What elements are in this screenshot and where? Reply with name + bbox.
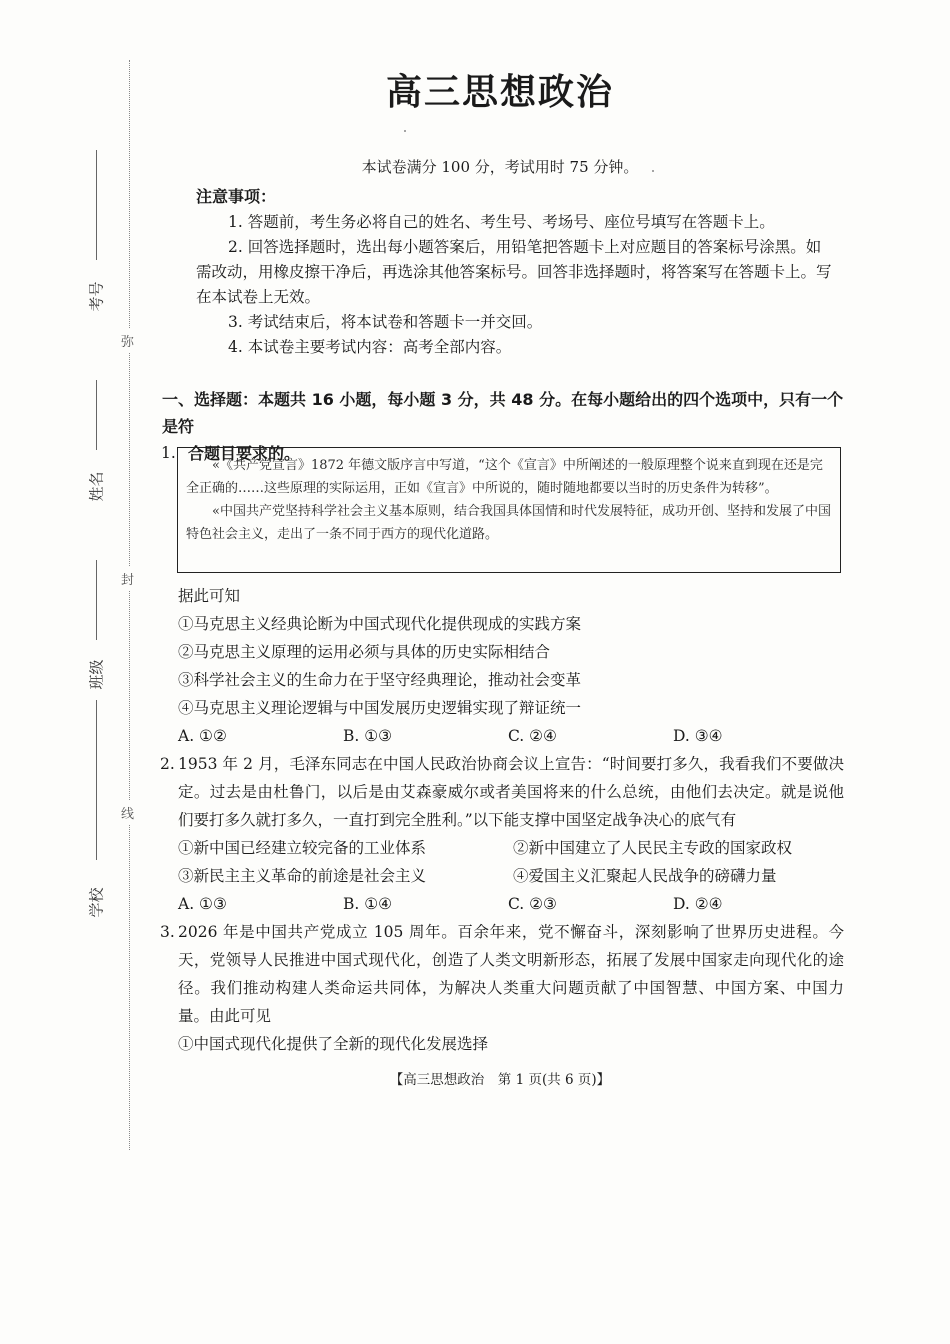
- q2-statement: ④爱国主义汇聚起人民战争的磅礴力量: [513, 867, 777, 885]
- option-a[interactable]: A. ①③: [178, 895, 227, 913]
- section-heading-line2: 合题目要求的。: [188, 444, 301, 463]
- notice-item: 3. 考试结束后，将本试卷和答题卡一并交回。: [228, 313, 543, 331]
- xuexiao-write-line: [96, 700, 97, 860]
- kaohao-label: 考号: [87, 281, 106, 312]
- option-d[interactable]: D. ③④: [673, 727, 723, 745]
- option-d[interactable]: D. ②④: [673, 895, 723, 913]
- scan-speck: [404, 130, 406, 132]
- notice-item: 1. 答题前，考生务必将自己的姓名、考生号、考场号、座位号填写在答题卡上。: [228, 213, 775, 231]
- binding-dotted-line: [129, 60, 130, 1150]
- section-heading-line1: 一、选择题：本题共 16 小题，每小题 3 分，共 48 分。在每小题给出的四个选项中，只有一个是符: [162, 390, 844, 436]
- q1-options: [178, 722, 778, 750]
- q1-material-1: «《共产党宣言》1872 年德文版序言中写道，“这个《宣言》中所阐述的一般原理整个说来直到现在还是完全正确的……这些原理的实际运用，正如《宣言》中所说的，随时随地都要以当时的历史条件为转移”。: [186, 458, 823, 496]
- q1-statement: ④马克思主义理论逻辑与中国发展历史逻辑实现了辩证统一: [178, 699, 582, 717]
- q1-statement: ②马克思主义原理的运用必须与具体的历史实际相结合: [178, 643, 551, 661]
- banji-label: 班级: [87, 659, 106, 690]
- notice-item: 2. 回答选择题时，选出每小题答案后，用铅笔把答题卡上对应题目的答案标号涂黑。如需改动，用橡皮擦干净后，再选涂其他答案标号。回答非选择题时，将答案写在答题卡上。写在本试卷上无效。: [196, 238, 832, 306]
- question-number: 2.: [160, 755, 175, 773]
- exam-info: 本试卷满分 100 分，考试用时 75 分钟。: [361, 158, 639, 176]
- q3-stem: 2026 年是中国共产党成立 105 周年。百余年来，党不懈奋斗，深刻影响了世界历史进程。今天，党领导人民推进中国式现代化，创造了人类文明新形态，拓展了发展中国家走向现代化的途径。我们推动构建人类命运共同体，为解决人类重大问题贡献了中国智慧、中国方案、中国力量。由此可见: [178, 923, 844, 1025]
- q2-statement: ②新中国建立了人民民主专政的国家政权: [513, 839, 793, 857]
- q3-body: [160, 918, 844, 1058]
- page-title: 高三思想政治: [385, 72, 614, 113]
- q2-statements-row1: [178, 834, 848, 862]
- page-footer: 【高三思想政治 第 1 页(共 6 页)】: [389, 1072, 611, 1088]
- question-number: 1.: [161, 444, 176, 462]
- option-a[interactable]: A. ①②: [178, 727, 227, 745]
- q2-stem: 1953 年 2 月，毛泽东同志在中国人民政治协商会议上宣告：“时间要打多久，我看我们不要做决定。过去是由杜鲁门，以后是由艾森豪威尔或者美国将来的什么总统，由他们去决定。就是说他们要打多久就打多久，一直打到完全胜利。”以下能支撑中国坚定战争决心的底气有: [178, 755, 844, 829]
- option-b[interactable]: B. ①③: [343, 727, 393, 745]
- option-c[interactable]: C. ②③: [508, 895, 557, 913]
- q1-statement: ③科学社会主义的生命力在于坚守经典理论，推动社会变革: [178, 671, 582, 689]
- q2-statement: ①新中国已经建立较完备的工业体系: [178, 839, 427, 857]
- q1-body: [178, 582, 848, 750]
- seal-char-mi: 弥: [121, 328, 134, 353]
- q2-options: [178, 890, 778, 918]
- notice-item: 4. 本试卷主要考试内容：高考全部内容。: [228, 338, 512, 356]
- notice-heading: 注意事项：: [196, 187, 277, 206]
- q1-material-2: «中国共产党坚持科学社会主义基本原则，结合我国具体国情和时代发展特征，成功开创、坚持和发展了中国特色社会主义，走出了一条不同于西方的现代化道路。: [186, 504, 831, 542]
- q1-statement: ①马克思主义经典论断为中国式现代化提供现成的实践方案: [178, 615, 582, 633]
- option-c[interactable]: C. ②④: [508, 727, 557, 745]
- q2-statement: ③新民主主义革命的前途是社会主义: [178, 867, 427, 885]
- q1-stem: 据此可知: [178, 587, 241, 605]
- option-b[interactable]: B. ①④: [343, 895, 393, 913]
- seal-char-xian: 线: [121, 800, 134, 825]
- seal-char-feng: 封: [121, 566, 134, 591]
- xingming-label: 姓名: [87, 471, 106, 502]
- xuexiao-label: 学校: [87, 887, 106, 918]
- question-number: 3.: [160, 923, 175, 941]
- q2-body: [160, 750, 844, 918]
- q3-statement: ①中国式现代化提供了全新的现代化发展选择: [178, 1035, 489, 1053]
- notice-list: [196, 210, 836, 360]
- xingming-write-line: [96, 380, 97, 450]
- banji-write-line: [96, 560, 97, 640]
- q2-statements-row2: [178, 862, 848, 890]
- q1-material-box: [177, 447, 841, 573]
